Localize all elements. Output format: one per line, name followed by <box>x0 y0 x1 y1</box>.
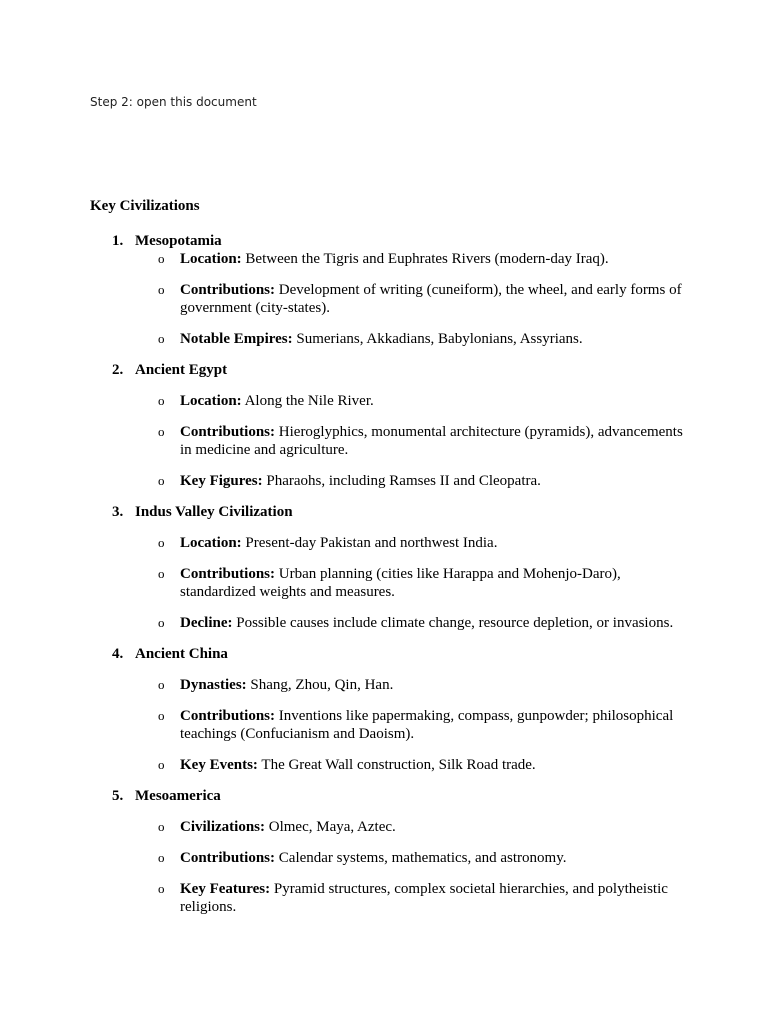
bullet-icon: o <box>158 850 165 865</box>
detail-text: Shang, Zhou, Qin, Han. <box>246 677 394 693</box>
detail-item <box>135 423 690 459</box>
detail-label: Contributions: <box>180 566 276 582</box>
detail-label: Contributions: <box>180 708 276 724</box>
section-heading: Ancient Egypt <box>135 362 228 378</box>
detail-label: Dynasties: <box>180 677 247 693</box>
section-heading: Ancient China <box>135 646 228 662</box>
detail-item <box>135 565 690 601</box>
detail-text: Urban planning (cities like Harappa and Mohenjo-Daro), standardized weights and measures. <box>180 566 621 600</box>
document-body <box>90 197 690 916</box>
detail-label: Contributions: <box>180 424 276 440</box>
detail-list <box>135 392 690 490</box>
document-title: Key Civilizations <box>90 198 200 214</box>
detail-item <box>135 330 690 348</box>
detail-item <box>135 818 690 836</box>
detail-item <box>135 676 690 694</box>
bullet-icon: o <box>158 615 165 630</box>
bullet-icon: o <box>158 757 165 772</box>
detail-list <box>135 250 690 348</box>
bullet-icon: o <box>158 708 165 723</box>
detail-list <box>135 676 690 774</box>
bullet-icon: o <box>158 473 165 488</box>
section-number: 1. <box>112 233 124 249</box>
civilization-section <box>90 787 690 916</box>
detail-list <box>135 818 690 916</box>
bullet-icon: o <box>158 251 165 266</box>
detail-label: Location: <box>180 393 242 409</box>
civilization-section <box>90 232 690 348</box>
bullet-icon: o <box>158 881 165 896</box>
detail-text: Possible causes include climate change, resource depletion, or invasions. <box>232 615 674 631</box>
detail-text: Sumerians, Akkadians, Babylonians, Assyrians. <box>292 331 583 347</box>
civilization-list <box>90 232 690 916</box>
detail-text: Olmec, Maya, Aztec. <box>265 819 396 835</box>
detail-label: Key Events: <box>180 757 258 773</box>
detail-item <box>135 250 690 268</box>
detail-text: Between the Tigris and Euphrates Rivers (modern-day Iraq). <box>241 251 609 267</box>
detail-item <box>135 756 690 774</box>
detail-text: Calendar systems, mathematics, and astronomy. <box>275 850 567 866</box>
civilization-section <box>90 503 690 632</box>
detail-label: Location: <box>180 251 242 267</box>
detail-list <box>135 534 690 632</box>
detail-item <box>135 849 690 867</box>
bullet-icon: o <box>158 677 165 692</box>
detail-text: Development of writing (cuneiform), the wheel, and early forms of government (city-states). <box>180 282 682 316</box>
detail-text: Pharaohs, including Ramses II and Cleopatra. <box>262 473 541 489</box>
detail-label: Key Figures: <box>180 473 263 489</box>
civilization-section <box>90 645 690 774</box>
section-heading: Mesopotamia <box>135 233 222 249</box>
detail-item <box>135 534 690 552</box>
detail-label: Contributions: <box>180 850 276 866</box>
detail-item <box>135 614 690 632</box>
step-instruction: Step 2: open this document <box>90 95 257 109</box>
detail-item <box>135 392 690 410</box>
detail-text: Pyramid structures, complex societal hierarchies, and polytheistic religions. <box>180 881 668 915</box>
bullet-icon: o <box>158 819 165 834</box>
detail-label: Contributions: <box>180 282 276 298</box>
detail-label: Notable Empires: <box>180 331 293 347</box>
bullet-icon: o <box>158 282 165 297</box>
detail-text: Along the Nile River. <box>241 393 374 409</box>
detail-item <box>135 472 690 490</box>
detail-item <box>135 281 690 317</box>
detail-label: Civilizations: <box>180 819 265 835</box>
detail-text: Present-day Pakistan and northwest India. <box>241 535 498 551</box>
detail-text: Hieroglyphics, monumental architecture (pyramids), advancements in medicine and agriculture. <box>180 424 683 458</box>
detail-item <box>135 880 690 916</box>
bullet-icon: o <box>158 393 165 408</box>
bullet-icon: o <box>158 424 165 439</box>
section-heading: Indus Valley Civilization <box>135 504 293 520</box>
detail-label: Location: <box>180 535 242 551</box>
detail-label: Decline: <box>180 615 233 631</box>
section-number: 2. <box>112 362 124 378</box>
section-number: 4. <box>112 646 124 662</box>
detail-item <box>135 707 690 743</box>
bullet-icon: o <box>158 331 165 346</box>
detail-text: Inventions like papermaking, compass, gunpowder; philosophical teachings (Confucianism and Daoism). <box>180 708 674 742</box>
section-number: 3. <box>112 504 124 520</box>
civilization-section <box>90 361 690 490</box>
section-number: 5. <box>112 788 124 804</box>
bullet-icon: o <box>158 535 165 550</box>
detail-text: The Great Wall construction, Silk Road trade. <box>257 757 536 773</box>
bullet-icon: o <box>158 566 165 581</box>
detail-label: Key Features: <box>180 881 271 897</box>
section-heading: Mesoamerica <box>135 788 221 804</box>
